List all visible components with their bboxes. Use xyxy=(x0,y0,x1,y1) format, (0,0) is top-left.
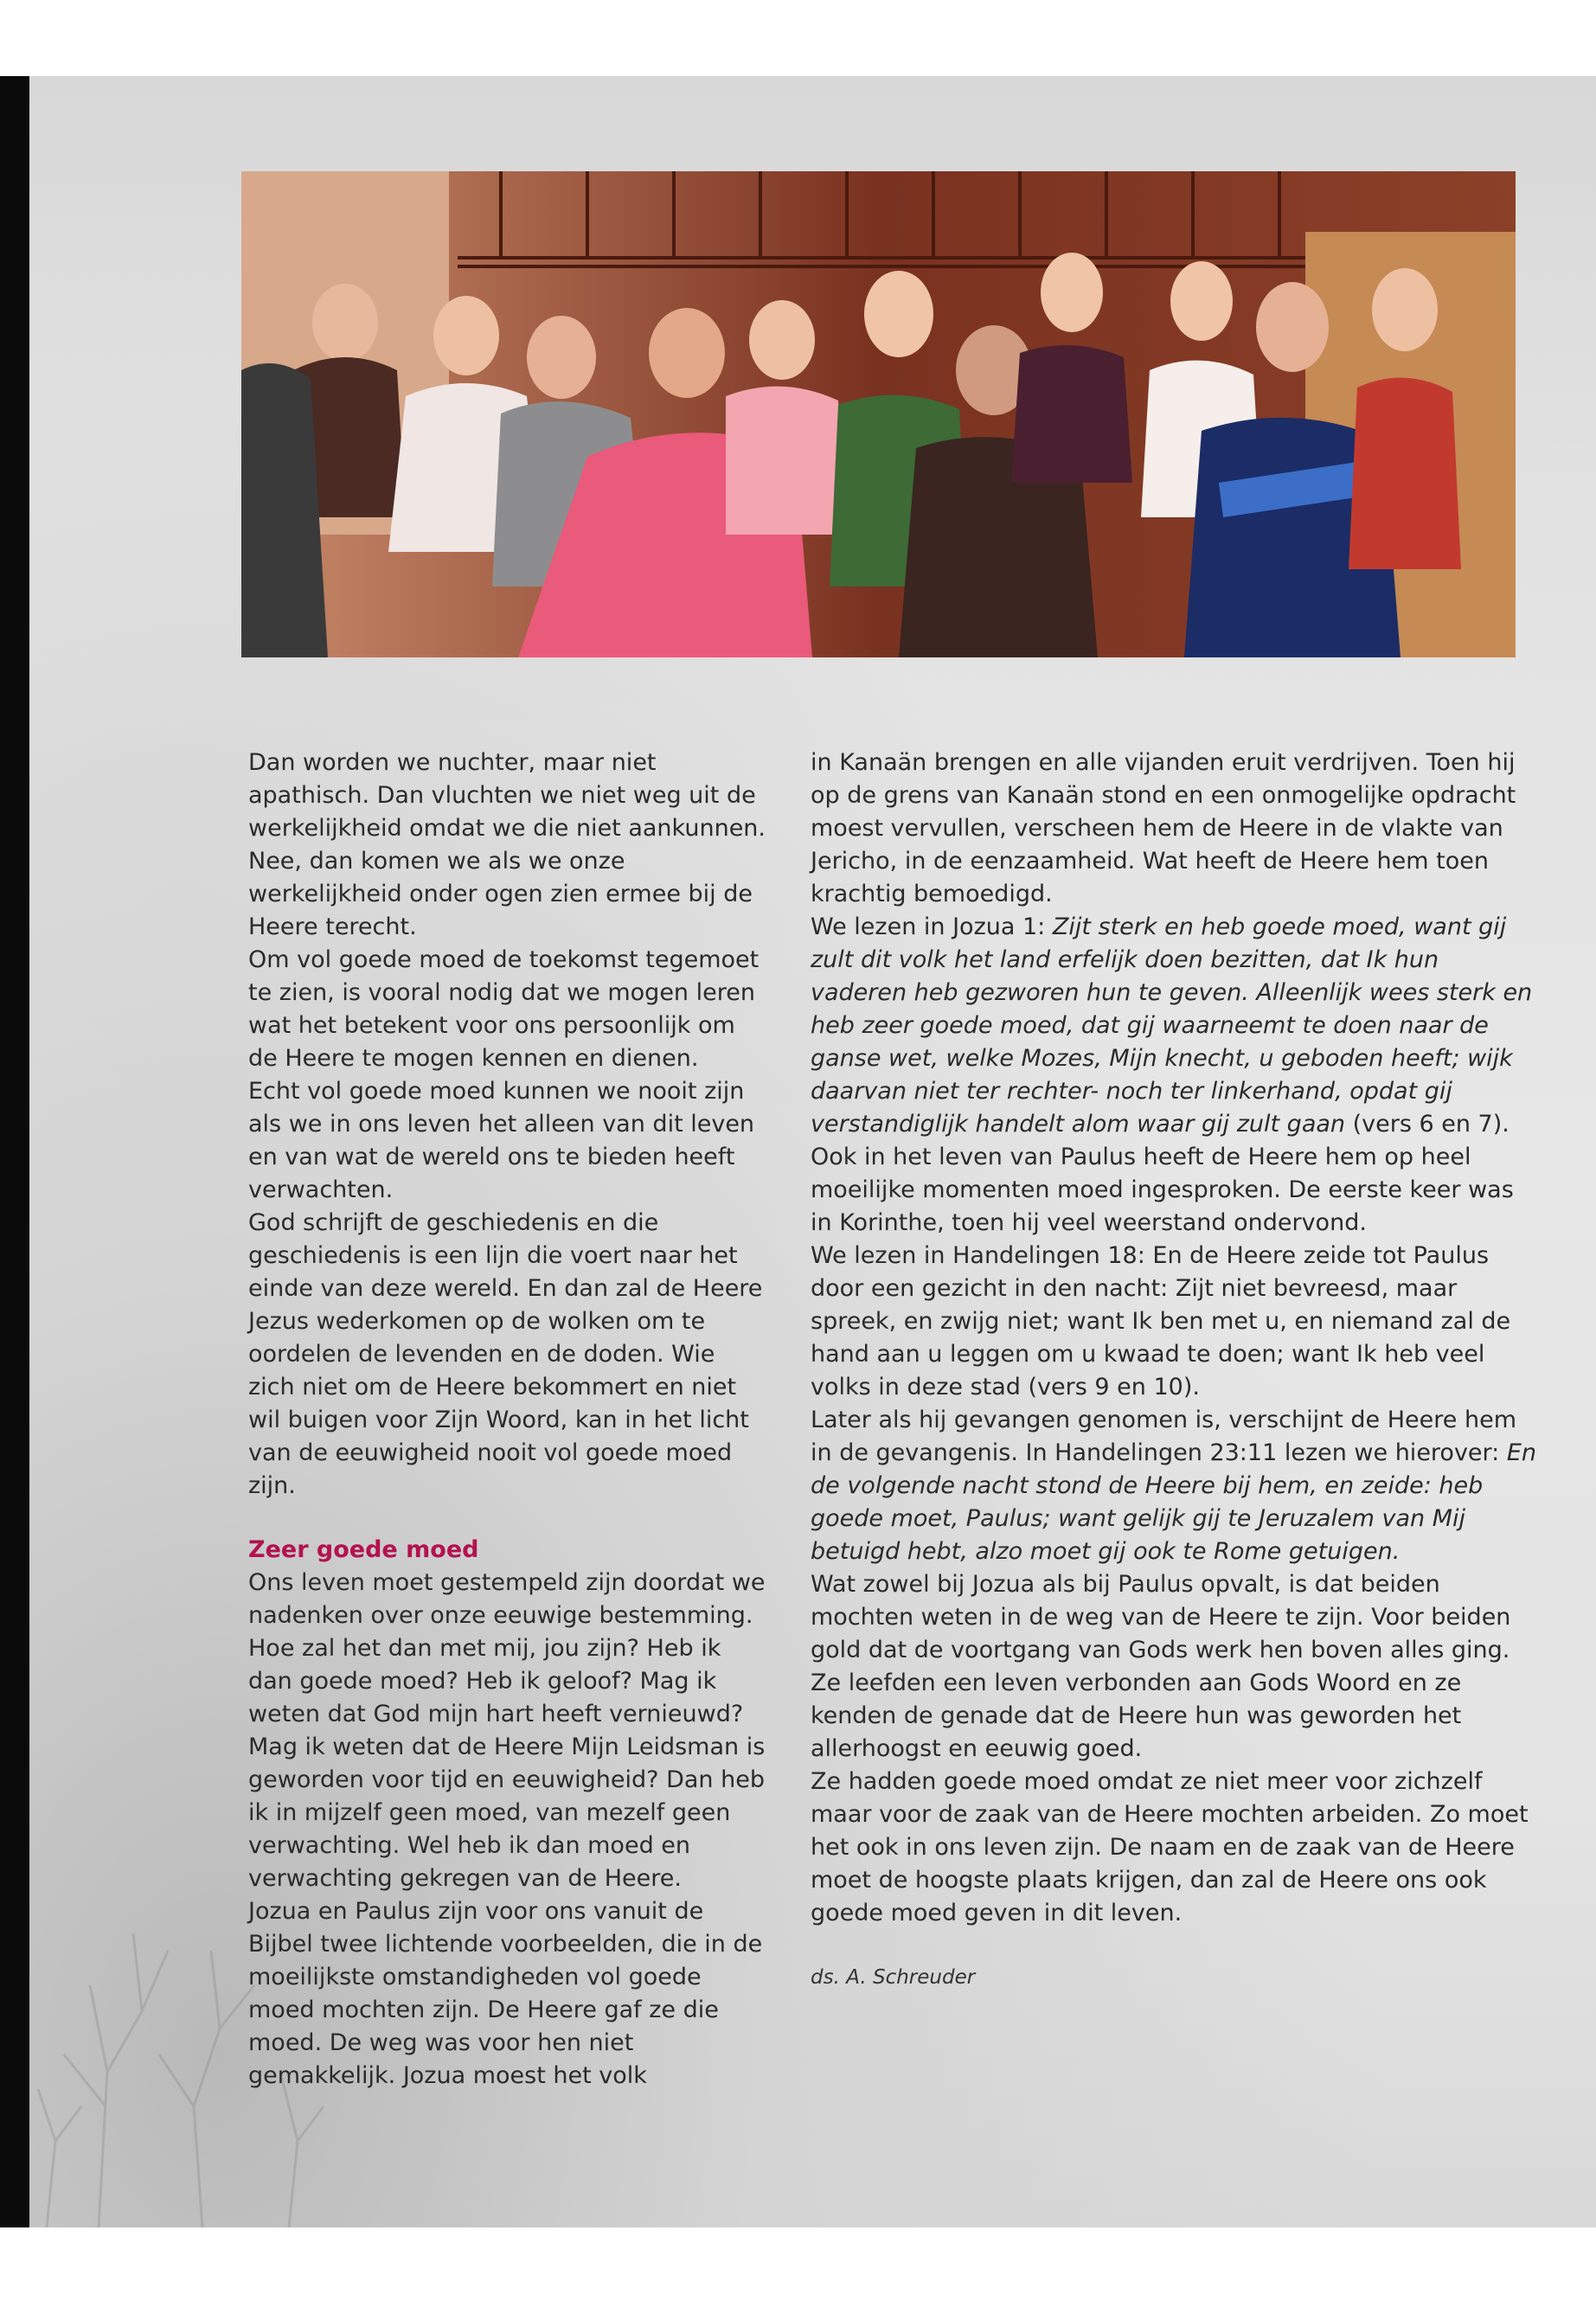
right-text-column xyxy=(811,747,1542,1994)
section-subheading: Zeer goede moed xyxy=(248,1536,479,1563)
bible-quote: Zijt sterk en heb goede moed, want gij zult dit volk het land erfelijk doen bezitten, dat Ik hun vaderen heb gezworen hun te geven. Alleenlijk wees sterk en heb zeer goede moed, dat gij waarneemt te doen naar de ganse wet, welke Mozes, Mijn knecht, u geboden heeft; wijk daarvan niet ter rechter- noch ter linkerhand, opdat gij verstandiglijk handelt alom waar gij zult gaan xyxy=(811,913,1533,1138)
paragraph-with-quote xyxy=(811,1404,1542,1568)
magazine-page xyxy=(29,76,1596,2227)
paragraph: Ze hadden goede moed omdat ze niet meer voor zichzelf maar voor de zaak van de Heere mochten arbeiden. Zo moet het ook in ons leven zijn. De naam en de zaak van de Heere moet de hoogste plaats krijgen, dan zal de Heere ons ook goede moed geven in dit leven. xyxy=(811,1768,1529,1926)
paragraph: Hoe zal het dan met mij, jou zijn? Heb ik dan goede moed? Heb ik geloof? Mag ik weten dat God mijn hart heeft vernieuwd? Mag ik weten dat de Heere Mijn Leidsman is geworden voor tijd en eeuwigheid? Dan heb ik in mijzelf geen moed, van mezelf geen verwachting. Wel heb ik dan moed en verwachting gekregen van de Heere. xyxy=(248,1635,766,1892)
bible-quote: En de volgende nacht stond de Heere bij hem, en zeide: heb goede moet, Paulus; want gelijk gij te Jeruzalem van Mij betuigd hebt, alzo moet gij ook te Rome getuigen. xyxy=(811,1439,1537,1565)
paragraph: Om vol goede moed de toekomst tegemoet te zien, is vooral nodig dat we mogen leren wat het betekent voor ons persoonlijk om de Heere te mogen kennen en dienen. xyxy=(248,946,760,1072)
paragraph: We lezen in Handelingen 18: En de Heere zeide tot Paulus door een gezicht in den nacht: Zijt niet bevreesd, maar spreek, en zwijg niet; want Ik ben met u, en niemand zal de hand aan u leggen om u kwaad te doen; want Ik heb veel volks in deze stad (vers 9 en 10). xyxy=(811,1242,1511,1400)
paragraph-with-quote xyxy=(811,911,1542,1141)
paragraph: Jozua en Paulus zijn voor ons vanuit de Bijbel twee lichtende voorbeelden, die in de moeilijkste omstandigheden vol goede moed mochten zijn. De Heere gaf ze die moed. De weg was voor hen niet gemakkelijk. Jozua moest het volk xyxy=(248,1898,763,2089)
paragraph: Echt vol goede moed kunnen we nooit zijn als we in ons leven het alleen van dit leven en van wat de wereld ons te bieden heeft verwachten. xyxy=(248,1078,755,1203)
quote-reference: (vers 6 en 7). xyxy=(1345,1111,1509,1138)
paragraph: Dan worden we nuchter, maar niet apathisch. Dan vluchten we niet weg uit de werkelijkheid omdat we die niet aankunnen. Nee, dan komen we als we onze werkelijkheid onder ogen zien ermee bij de Heere terecht. xyxy=(248,749,766,940)
paragraph: Wat zowel bij Jozua als bij Paulus opvalt, is dat beiden mochten weten in de weg van de Heere te zijn. Voor beiden gold dat de voortgang van Gods werk hen boven alles ging. Ze leefden een leven verbonden aan Gods Woord en ze kenden de genade dat de Heere hun was geworden het allerhoogst en eeuwig goed. xyxy=(811,1571,1511,1762)
paragraph: Ook in het leven van Paulus heeft de Heere hem op heel moeilijke momenten moed ingesproken. De eerste keer was in Korinthe, toen hij veel weerstand ondervond. xyxy=(811,1144,1514,1236)
author-signature: ds. A. Schreuder xyxy=(811,1966,976,1989)
quote-intro: We lezen in Jozua 1: xyxy=(811,913,1053,940)
scan-edge xyxy=(0,76,29,2227)
quote-intro: Later als hij gevangen genomen is, verschijnt de Heere hem in de gevangenis. In Handelingen 23:11 lezen we hierover: xyxy=(811,1407,1516,1466)
youth-audience-photo xyxy=(241,171,1516,657)
paragraph: God schrijft de geschiedenis en die geschiedenis is een lijn die voert naar het einde van deze wereld. En dan zal de Heere Jezus wederkomen op de wolken om te oordelen de levenden en de doden. Wie zich niet om de Heere bekommert en niet wil buigen voor Zijn Woord, kan in het licht van de eeuwigheid nooit vol goede moed zijn. xyxy=(248,1209,763,1499)
left-text-column xyxy=(248,747,767,2093)
paragraph: Ons leven moet gestempeld zijn doordat we nadenken over onze eeuwige bestemming. xyxy=(248,1569,766,1629)
paragraph: in Kanaän brengen en alle vijanden eruit verdrijven. Toen hij op de grens van Kanaän stond en een onmogelijke opdracht moest vervullen, verscheen hem de Heere in de vlakte van Jericho, in de eenzaamheid. Wat heeft de Heere hem toen krachtig bemoedigd. xyxy=(811,749,1516,907)
